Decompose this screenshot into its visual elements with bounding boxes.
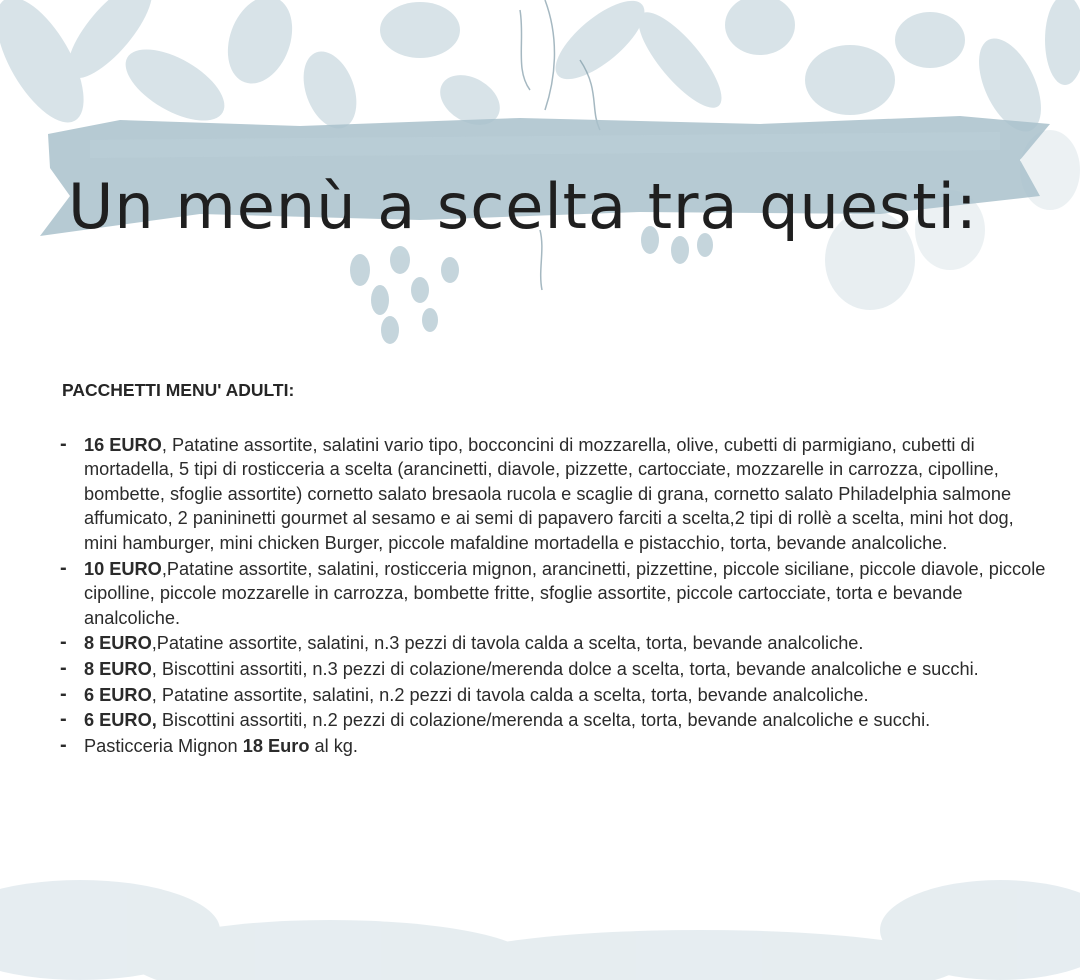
pastry-item (60, 734, 1050, 759)
package-item (60, 433, 1050, 556)
package-item (60, 631, 1050, 656)
package-price: 6 EURO, (84, 710, 157, 731)
package-item (60, 708, 1050, 733)
package-item (60, 657, 1050, 682)
package-description: ,Patatine assortite, salatini, n.3 pezzi di tavola calda a scelta, torta, bevande analcoliche. (151, 633, 864, 654)
package-description: , Patatine assortite, salatini, n.2 pezzi di tavola calda a scelta, torta, bevande analcoliche. (151, 684, 869, 705)
package-item (60, 557, 1050, 631)
package-price: 8 EURO (84, 633, 152, 654)
package-description: ,Patatine assortite, salatini, rosticceria mignon, arancinetti, pizzettine, piccole siciliane, piccole diavole, piccole cipolline, piccole mozzarelle in carrozza, bombette fritte, sfoglie assortite, piccole cartocciate, torta e bevande analcoliche. (84, 558, 1046, 628)
package-item (60, 683, 1050, 708)
pastry-unit: al kg. (309, 735, 358, 756)
package-price: 16 EURO (84, 434, 162, 455)
pastry-price: 18 Euro (242, 735, 310, 756)
package-list (60, 433, 1050, 759)
package-price: 6 EURO (84, 684, 152, 705)
package-description: , Patatine assortite, salatini vario tipo, bocconcini di mozzarella, olive, cubetti di parmigiano, cubetti di mortadella, 5 tipi di rosticceria a scelta (arancinetti, diavole, pizzette, cartocciate, mozzarelle in carrozza, cipolline, bombette, sfoglie assortite) cornetto salato bresaola rucola e scaglie di grana, cornetto salato Philadelphia salmone affumicato, 2 panininetti gourmet al sesamo e ai semi di papavero farciti a scelta,2 tipi di rollè a scelta, mini hot dog, mini hamburger, mini chicken Burger, piccole mafaldine mortadella e pistacchio, torta, bevande analcoliche. (84, 434, 1014, 553)
package-price: 10 EURO (84, 558, 162, 579)
pastry-label: Pasticceria Mignon (84, 735, 243, 756)
package-description: Biscottini assortiti, n.2 pezzi di colazione/merenda a scelta, torta, bevande analcoliche e succhi. (156, 710, 931, 731)
menu-content (60, 378, 1050, 759)
package-price: 8 EURO (84, 658, 152, 679)
section-heading: PACCHETTI MENU' ADULTI: (62, 380, 295, 400)
page-title: Un menù a scelta tra questi: (68, 169, 978, 243)
package-description: , Biscottini assortiti, n.3 pezzi di colazione/merenda dolce a scelta, torta, bevande analcoliche e succhi. (151, 658, 979, 679)
